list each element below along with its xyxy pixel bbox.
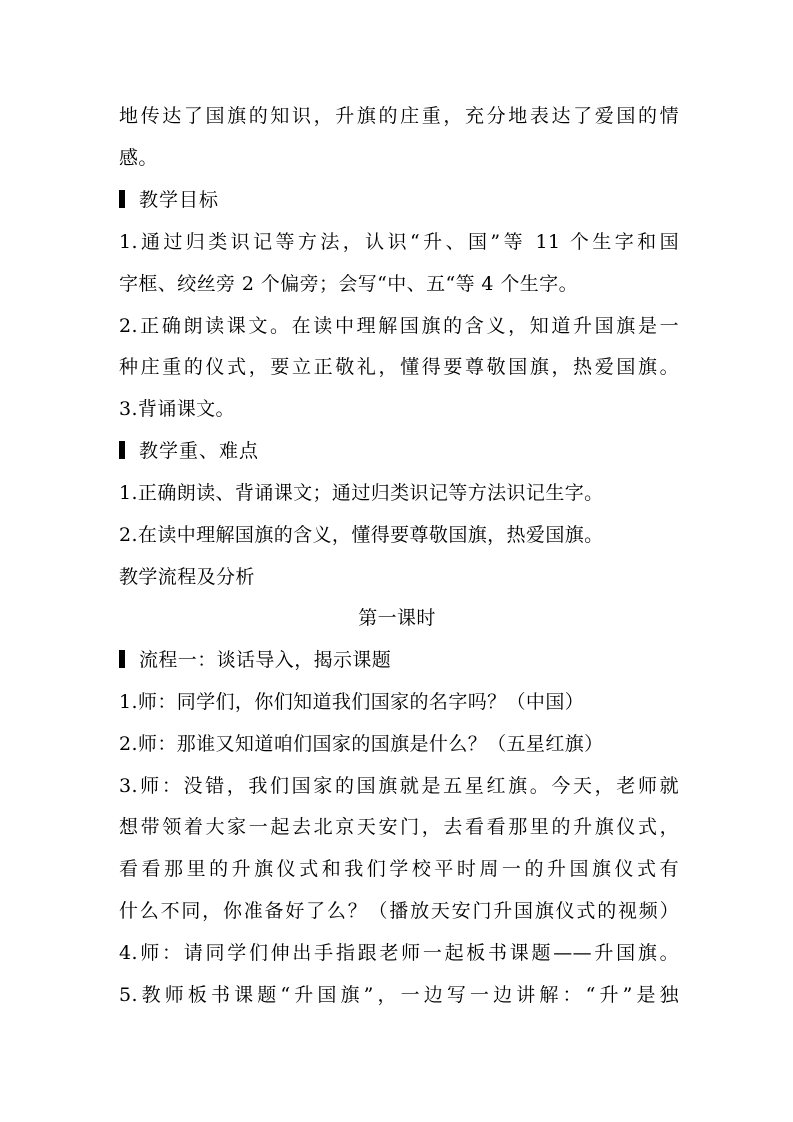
paragraph-line: 看看那里的升旗仪式和我们学校平时周一的升国旗仪式有 [119,858,679,880]
section-heading-goals [119,188,679,212]
heading-text: 教学重、难点 [139,440,260,462]
paragraph-line: 3.师：没错，我们国家的国旗就是五星红旗。今天，老师就 [119,775,679,797]
process-title: 教学流程及分析 [119,566,255,588]
heading-marker [119,190,125,208]
paragraph-line: 2.在读中理解国旗的含义，懂得要尊敬国旗，热爱国旗。 [119,524,604,546]
paragraph-line: 种庄重的仪式，要立正敬礼，懂得要尊敬国旗，热爱国旗。 [119,356,679,378]
paragraph-line: 2.正确朗读课文。在读中理解国旗的含义，知道升国旗是一 [119,315,679,337]
section-heading-process-1 [119,648,679,672]
paragraph-line: 5.教师板书课题“升国旗”，一边写一边讲解：“升”是独 [119,984,679,1006]
heading-marker [119,441,125,459]
paragraph-line: 感。 [119,147,158,169]
paragraph-line: 1.通过归类识记等方法，认识“升、国”等 11 个生字和国 [119,231,679,253]
paragraph-line: 1.正确朗读、背诵课文；通过归类识记等方法识记生字。 [119,482,604,504]
paragraph-line: 3.背诵课文。 [119,398,235,420]
paragraph-line: 4.师：请同学们伸出手指跟老师一起板书课题——升国旗。 [119,942,679,964]
heading-text: 教学目标 [139,189,220,211]
paragraph-line: 1.师：同学们，你们知道我们国家的名字吗？（中国） [119,691,585,713]
paragraph-line: 什么不同，你准备好了么？（播放天安门升国旗仪式的视频） [119,900,679,922]
paragraph-line: 字框、绞丝旁 2 个偏旁；会写“中、五“等 4 个生字。 [119,273,578,295]
heading-marker [119,650,125,668]
paragraph-line: 2.师：那谁又知道咱们国家的国旗是什么？（五星红旗） [119,733,604,755]
paragraph-line: 地传达了国旗的知识，升旗的庄重，充分地表达了爱国的情 [119,105,679,127]
paragraph-line: 想带领着大家一起去北京天安门，去看看那里的升旗仪式， [119,816,679,838]
lesson-title: 第一课时 [358,607,436,629]
heading-text: 流程一：谈话导入，揭示课题 [139,649,392,671]
section-heading-key-points [119,439,679,463]
